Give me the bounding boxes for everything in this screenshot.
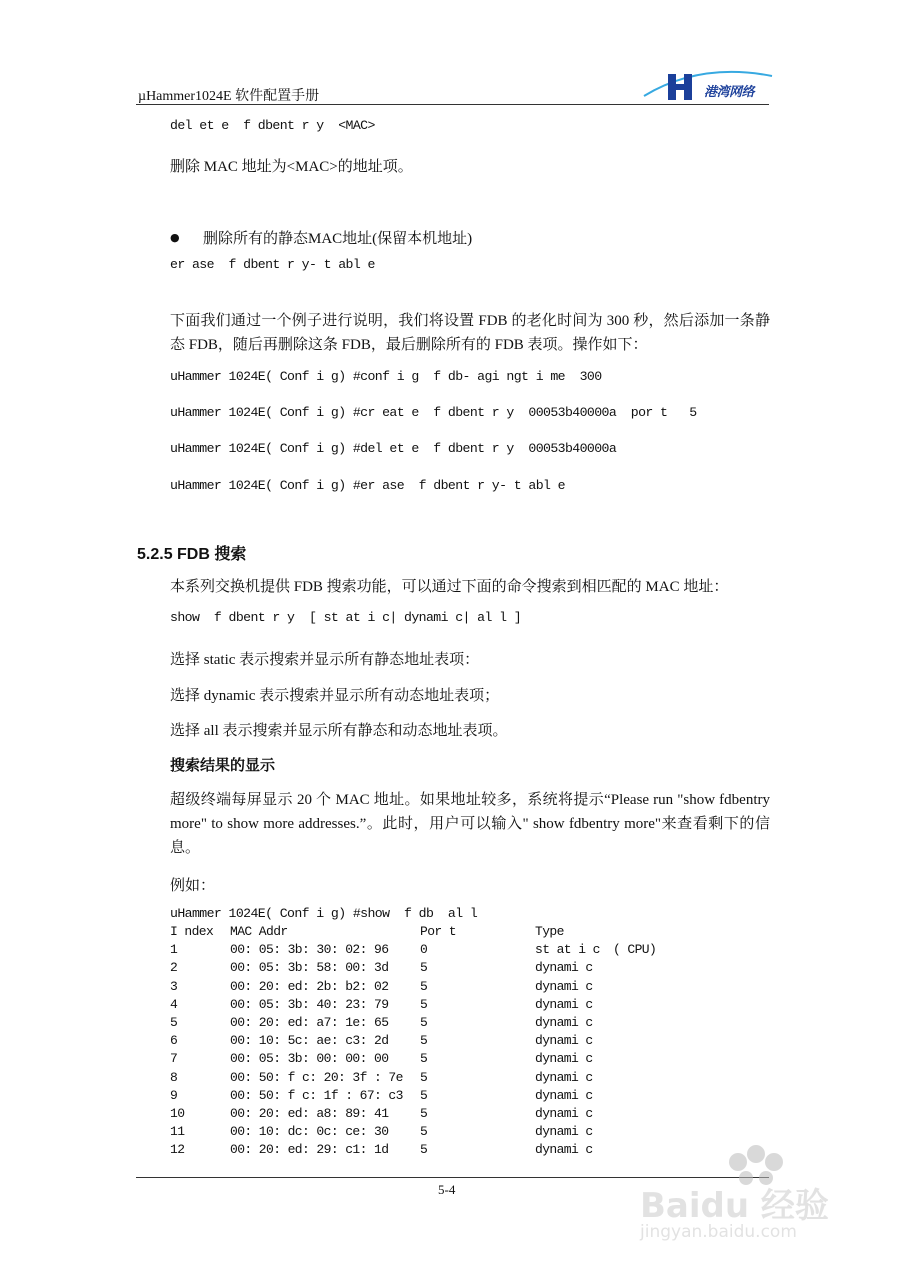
example-cmd-1: uHammer 1024E( Conf i g) #conf i g f db- agi ngt i me 300 xyxy=(170,369,602,384)
cell-mac: 00: 20: ed: 2b: b2: 02 xyxy=(230,978,389,994)
cell-mac: 00: 05: 3b: 30: 02: 96 xyxy=(230,942,389,958)
cell-type: dynami c xyxy=(535,1014,593,1030)
cell-index: 1 xyxy=(170,942,178,958)
cmd-show: show f dbent r y [ st at i c| dynami c| al l ] xyxy=(170,610,522,625)
cell-type: dynami c xyxy=(535,1105,593,1121)
cell-mac: 00: 20: ed: 29: c1: 1d xyxy=(230,1142,389,1158)
cell-index: 8 xyxy=(170,1069,178,1085)
header-index: I ndex xyxy=(170,924,214,939)
cell-type: dynami c xyxy=(535,996,593,1012)
cell-mac: 00: 50: f c: 20: 3f : 7e xyxy=(230,1069,403,1085)
header-title: µHammer1024E 软件配置手册 xyxy=(138,89,320,104)
cell-port: 5 xyxy=(420,1087,428,1103)
cell-port: 5 xyxy=(420,1105,428,1121)
table-row xyxy=(170,960,673,978)
cell-type: dynami c xyxy=(535,1033,593,1049)
page-number: 5-4 xyxy=(438,1182,456,1197)
desc-delete: 删除 MAC 地址为<MAC>的地址项。 xyxy=(170,159,413,175)
cell-extra xyxy=(613,960,673,978)
cell-index: 6 xyxy=(170,1033,178,1049)
cell-mac: 00: 50: f c: 1f : 67: c3 xyxy=(230,1087,403,1103)
cell-port: 5 xyxy=(420,960,428,976)
watermark-url: jingyan.baidu.com xyxy=(640,1222,797,1242)
header-rule xyxy=(136,104,769,105)
bullet-dot-icon: ● xyxy=(170,231,180,244)
cell-index: 7 xyxy=(170,1051,178,1067)
table-row xyxy=(170,1124,673,1142)
cell-index: 9 xyxy=(170,1087,178,1103)
header-type: Type xyxy=(535,924,564,939)
example-cmd-3: uHammer 1024E( Conf i g) #del et e f dbent r y 00053b40000a xyxy=(170,441,617,456)
table-header-row xyxy=(170,924,673,942)
cell-type: dynami c xyxy=(535,960,593,976)
cell-index: 11 xyxy=(170,1124,185,1140)
table-row xyxy=(170,942,673,960)
table-row xyxy=(170,1015,673,1033)
table-row xyxy=(170,1142,673,1160)
cell-type: st at i c xyxy=(535,942,600,958)
cell-port: 5 xyxy=(420,1124,428,1140)
baidu-watermark xyxy=(640,1140,870,1260)
cell-type: dynami c xyxy=(535,978,593,994)
header-port: Por t xyxy=(420,924,457,939)
table-row xyxy=(170,1070,673,1088)
cell-type: dynami c xyxy=(535,1124,593,1140)
cell-mac: 00: 20: ed: a7: 1e: 65 xyxy=(230,1014,389,1030)
bullet-text: 删除所有的静态MAC地址(保留本机地址) xyxy=(203,231,473,247)
cell-extra xyxy=(613,979,673,997)
cell-extra xyxy=(613,997,673,1015)
cell-index: 12 xyxy=(170,1142,185,1158)
cell-extra xyxy=(613,1051,673,1069)
cell-port: 0 xyxy=(420,942,428,958)
section-intro: 本系列交换机提供 FDB 搜索功能，可以通过下面的命令搜索到相匹配的 MAC 地址： xyxy=(170,579,729,595)
watermark-brand: Baidu 经验 xyxy=(640,1186,829,1226)
option-all: 选择 all 表示搜索并显示所有静态和动态地址表项。 xyxy=(170,723,508,739)
cell-extra xyxy=(613,1106,673,1124)
cell-type: dynami c xyxy=(535,1142,593,1158)
cell-index: 5 xyxy=(170,1014,178,1030)
cell-extra xyxy=(613,1015,673,1033)
option-dynamic: 选择 dynamic 表示搜索并显示所有动态地址表项； xyxy=(170,688,500,704)
subheading: 搜索结果的显示 xyxy=(170,758,276,774)
cell-type: dynami c xyxy=(535,1069,593,1085)
cell-mac: 00: 20: ed: a8: 89: 41 xyxy=(230,1105,389,1121)
cell-index: 10 xyxy=(170,1105,185,1121)
more-paragraph: 超级终端每屏显示 20 个 MAC 地址。如果地址较多，系统将提示“Please run "show fdbentry more" to show more addresses.”。此时，用户可以输入" show fdbentry more"来查看剩下的信息。 xyxy=(170,792,770,856)
cell-port: 5 xyxy=(420,1051,428,1067)
cell-mac: 00: 10: 5c: ae: c3: 2d xyxy=(230,1033,389,1049)
cell-extra xyxy=(613,1088,673,1106)
table-row xyxy=(170,997,673,1015)
cell-type: dynami c xyxy=(535,1051,593,1067)
header-extra xyxy=(613,924,673,942)
table-row xyxy=(170,1088,673,1106)
cell-extra xyxy=(613,1033,673,1051)
cell-mac: 00: 10: dc: 0c: ce: 30 xyxy=(230,1124,389,1140)
cell-mac: 00: 05: 3b: 00: 00: 00 xyxy=(230,1051,389,1067)
cell-index: 4 xyxy=(170,996,178,1012)
cell-port: 5 xyxy=(420,1069,428,1085)
section-heading: 5.2.5 FDB 搜索 xyxy=(137,546,247,563)
cell-port: 5 xyxy=(420,1142,428,1158)
example-paragraph: 下面我们通过一个例子进行说明，我们将设置 FDB 的老化时间为 300 秒，然后添加一条静态 FDB，随后再删除这条 FDB，最后删除所有的 FDB 表项。操作如下： xyxy=(170,313,770,353)
logo-text: 港湾网络 xyxy=(704,85,755,100)
cell-port: 5 xyxy=(420,1033,428,1049)
cell-mac: 00: 05: 3b: 58: 00: 3d xyxy=(230,960,389,976)
example-cmd-2: uHammer 1024E( Conf i g) #cr eat e f dbent r y 00053b40000a por t 5 xyxy=(170,405,697,420)
cell-index: 2 xyxy=(170,960,178,976)
cmd-erase: er ase f dbent r y- t abl e xyxy=(170,257,375,272)
table-row xyxy=(170,979,673,997)
option-static: 选择 static 表示搜索并显示所有静态地址表项： xyxy=(170,652,480,668)
cell-mac: 00: 05: 3b: 40: 23: 79 xyxy=(230,996,389,1012)
header-mac: MAC Addr xyxy=(230,924,288,939)
cmd-show-all: uHammer 1024E( Conf i g) #show f db al l xyxy=(170,906,478,921)
cell-index: 3 xyxy=(170,978,178,994)
table-row xyxy=(170,1051,673,1069)
example-label: 例如： xyxy=(170,878,216,894)
cell-port: 5 xyxy=(420,1014,428,1030)
table-row xyxy=(170,1033,673,1051)
cell-extra: ( CPU) xyxy=(613,942,657,958)
cell-type: dynami c xyxy=(535,1087,593,1103)
example-cmd-4: uHammer 1024E( Conf i g) #er ase f dbent r y- t abl e xyxy=(170,478,565,493)
cell-extra xyxy=(613,1070,673,1088)
table-row xyxy=(170,1106,673,1124)
cmd-delete: del et e f dbent r y <MAC> xyxy=(170,118,375,133)
fdb-table xyxy=(170,924,673,1160)
cell-port: 5 xyxy=(420,978,428,994)
cell-port: 5 xyxy=(420,996,428,1012)
